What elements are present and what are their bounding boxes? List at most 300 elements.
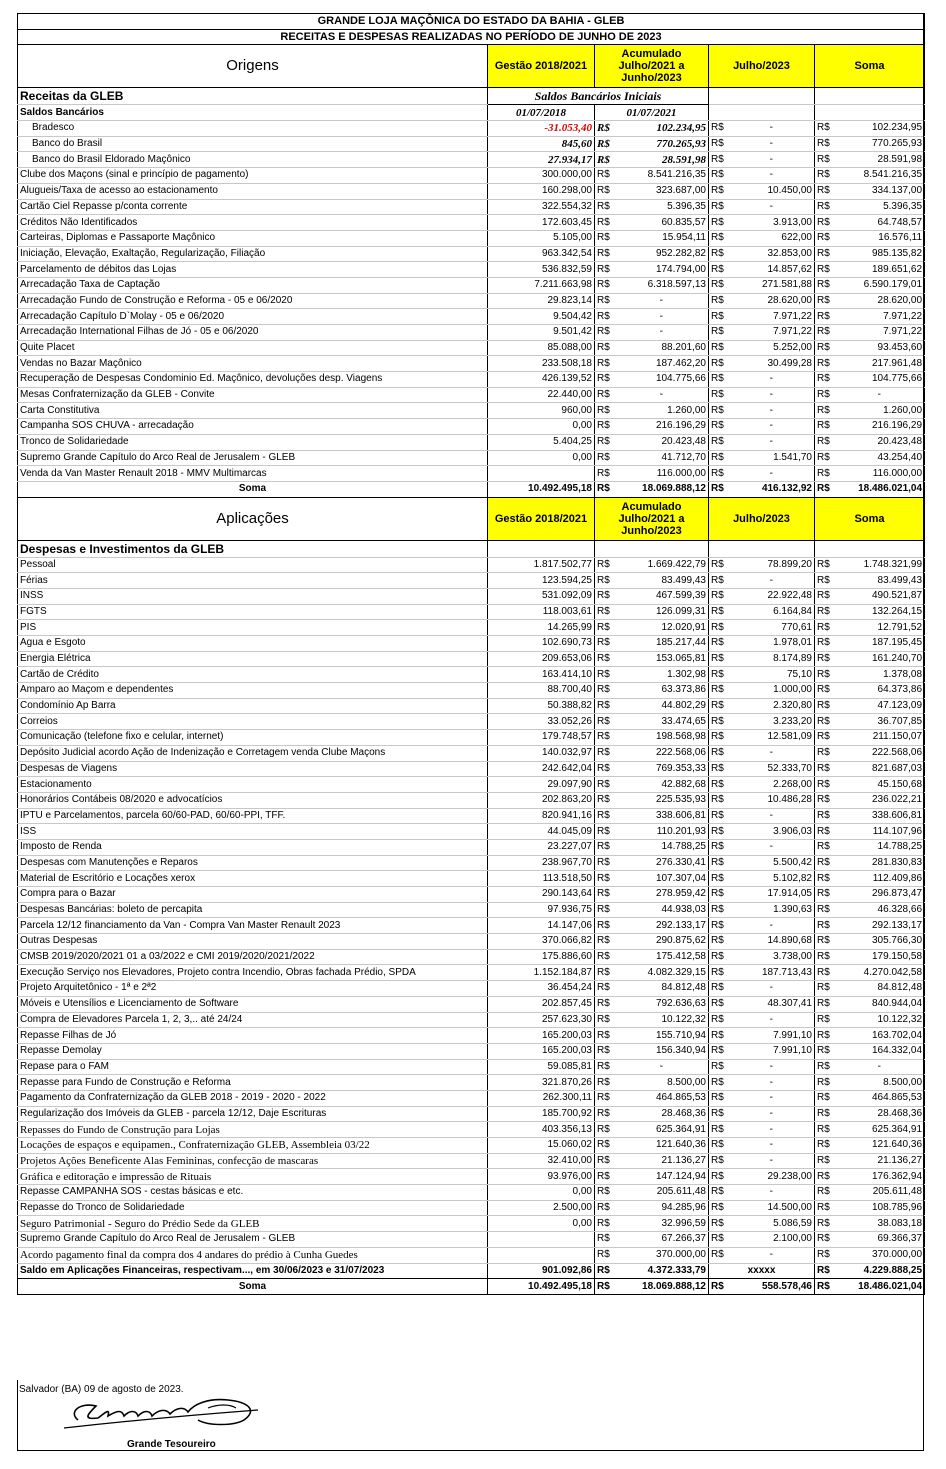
col-gestao-header: Gestão 2018/2021: [488, 497, 595, 540]
table-row: [18, 808, 925, 824]
value-cell: 262.300,11: [488, 1090, 595, 1106]
currency-symbol: R$: [709, 1106, 729, 1122]
value-cell: 0,00: [488, 419, 595, 435]
table-row: [18, 262, 925, 278]
currency-symbol: R$: [595, 965, 615, 981]
currency-symbol: R$: [815, 387, 835, 403]
place-date: Salvador (BA) 09 de agosto de 2023.: [19, 1384, 184, 1395]
value-cell: 1.378,08: [835, 667, 925, 683]
currency-symbol: R$: [709, 1232, 729, 1248]
currency-symbol: R$: [595, 667, 615, 683]
row-label: Repasse do Tronco de Solidariedade: [18, 1200, 488, 1216]
currency-symbol: R$: [709, 403, 729, 419]
value-cell: 140.032,97: [488, 745, 595, 761]
currency-symbol: R$: [815, 466, 835, 482]
value-cell: -: [729, 1153, 815, 1169]
currency-symbol: R$: [709, 1090, 729, 1106]
value-cell: [488, 1232, 595, 1248]
value-cell: 42.882,68: [615, 777, 709, 793]
value-cell: 59.085,81: [488, 1059, 595, 1075]
table-row: [18, 714, 925, 730]
row-label: Tronco de Solidariedade: [18, 434, 488, 450]
currency-symbol: R$: [815, 1279, 835, 1295]
value-cell: 6.318.597,13: [615, 277, 709, 293]
currency-symbol: R$: [815, 1106, 835, 1122]
currency-symbol: R$: [709, 667, 729, 683]
total-value: 558.578,46: [729, 1279, 815, 1295]
currency-symbol: R$: [595, 183, 615, 199]
currency-symbol: R$: [595, 745, 615, 761]
currency-symbol: R$: [595, 1106, 615, 1122]
currency-symbol: R$: [595, 604, 615, 620]
signature-image: [58, 1390, 308, 1434]
currency-symbol: R$: [815, 419, 835, 435]
currency-symbol: R$: [815, 325, 835, 341]
table-row: [18, 121, 925, 137]
value-cell: 28.591,98: [615, 152, 709, 168]
table-row: [18, 824, 925, 840]
value-cell: xxxxx: [709, 1263, 815, 1279]
currency-symbol: R$: [595, 356, 615, 372]
bank-name: Bradesco: [18, 121, 488, 137]
value-cell: -: [729, 1012, 815, 1028]
currency-symbol: R$: [815, 808, 835, 824]
value-cell: 164.332,04: [835, 1043, 925, 1059]
value-cell: -: [615, 293, 709, 309]
currency-symbol: R$: [815, 698, 835, 714]
row-label: Férias: [18, 573, 488, 589]
origens-header: Origens: [18, 45, 488, 88]
currency-symbol: R$: [815, 1059, 835, 1075]
currency-symbol: R$: [815, 1075, 835, 1091]
value-cell: 121.640,36: [615, 1138, 709, 1154]
table-row: [18, 199, 925, 215]
table-row: [18, 152, 925, 168]
col-soma-header: Soma: [815, 497, 925, 540]
currency-symbol: R$: [709, 136, 729, 152]
table-row: [18, 1247, 925, 1263]
currency-symbol: R$: [815, 199, 835, 215]
row-label: Cartão Ciel Repasse p/conta corrente: [18, 199, 488, 215]
currency-symbol: R$: [595, 934, 615, 950]
value-cell: 121.640,36: [835, 1138, 925, 1154]
value-cell: 64.748,57: [835, 215, 925, 231]
row-label: Supremo Grande Capítulo do Arco Real de Jerusalem - GLEB: [18, 1232, 488, 1248]
value-cell: 6.164,84: [729, 604, 815, 620]
value-cell: 222.568,06: [615, 745, 709, 761]
receitas-section-title: Receitas da GLEB: [18, 88, 488, 105]
value-cell: 2.268,00: [729, 777, 815, 793]
currency-symbol: R$: [815, 450, 835, 466]
value-cell: 464.865,53: [615, 1090, 709, 1106]
currency-symbol: R$: [815, 683, 835, 699]
value-cell: -: [729, 434, 815, 450]
currency-symbol: R$: [815, 604, 835, 620]
currency-symbol: R$: [709, 683, 729, 699]
currency-symbol: R$: [709, 1075, 729, 1091]
currency-symbol: R$: [595, 1090, 615, 1106]
currency-symbol: R$: [815, 887, 835, 903]
row-label: Repasse Filhas de Jó: [18, 1028, 488, 1044]
row-label: Acordo pagamento final da compra dos 4 andares do prédio à Cunha Guedes: [18, 1247, 488, 1263]
report-table: [17, 13, 925, 1295]
value-cell: 46.328,66: [835, 902, 925, 918]
currency-symbol: R$: [709, 325, 729, 341]
currency-symbol: R$: [709, 651, 729, 667]
currency-symbol: R$: [595, 136, 615, 152]
value-cell: 15.060,02: [488, 1138, 595, 1154]
table-row: [18, 309, 925, 325]
value-cell: 185.700,92: [488, 1106, 595, 1122]
currency-symbol: R$: [815, 230, 835, 246]
currency-symbol: R$: [595, 683, 615, 699]
currency-symbol: R$: [709, 698, 729, 714]
value-cell: 323.687,00: [615, 183, 709, 199]
currency-symbol: R$: [709, 1043, 729, 1059]
value-cell: 290.143,64: [488, 887, 595, 903]
currency-symbol: R$: [815, 573, 835, 589]
value-cell: -: [729, 403, 815, 419]
total-value: 18.069.888,12: [615, 1279, 709, 1295]
value-cell: 84.812,48: [835, 981, 925, 997]
value-cell: 3.738,00: [729, 949, 815, 965]
value-cell: 211.150,07: [835, 730, 925, 746]
table-row: [18, 1122, 925, 1138]
total-value: 18.486.021,04: [835, 1279, 925, 1295]
value-cell: -: [729, 1106, 815, 1122]
value-cell: 102.234,95: [835, 121, 925, 137]
table-row: [18, 450, 925, 466]
value-cell: 10.486,28: [729, 792, 815, 808]
currency-symbol: R$: [815, 1216, 835, 1232]
value-cell: 8.541.216,35: [615, 168, 709, 184]
table-row: [18, 871, 925, 887]
value-cell: 242.642,04: [488, 761, 595, 777]
table-row: [18, 1043, 925, 1059]
value-cell: 5.105,00: [488, 230, 595, 246]
value-cell: 338.606,81: [835, 808, 925, 824]
value-cell: 23.227,07: [488, 839, 595, 855]
value-cell: 370.066,82: [488, 934, 595, 950]
row-label: Regularização dos Imóveis da GLEB - parcela 12/12, Daje Escrituras: [18, 1106, 488, 1122]
value-cell: -: [835, 1059, 925, 1075]
value-cell: 217.961,48: [835, 356, 925, 372]
currency-symbol: R$: [595, 855, 615, 871]
value-cell: -: [729, 419, 815, 435]
row-label: ISS: [18, 824, 488, 840]
value-cell: 2.320,80: [729, 698, 815, 714]
currency-symbol: R$: [815, 309, 835, 325]
total-label: Soma: [18, 481, 488, 497]
aplicacoes-header: Aplicações: [18, 497, 488, 540]
table-row: [18, 168, 925, 184]
row-label: Despesas Bancárias: boleto de percapita: [18, 902, 488, 918]
currency-symbol: R$: [595, 450, 615, 466]
currency-symbol: R$: [595, 1028, 615, 1044]
value-cell: 0,00: [488, 450, 595, 466]
row-label: Repasse CAMPANHA SOS - cestas básicas e etc.: [18, 1185, 488, 1201]
value-cell: 1.260,00: [615, 403, 709, 419]
currency-symbol: R$: [595, 215, 615, 231]
currency-symbol: R$: [709, 434, 729, 450]
value-cell: 1.390,63: [729, 902, 815, 918]
value-cell: 901.092,86: [488, 1263, 595, 1279]
value-cell: 153.065,81: [615, 651, 709, 667]
value-cell: 9.504,42: [488, 309, 595, 325]
value-cell: 113.518,50: [488, 871, 595, 887]
currency-symbol: R$: [595, 419, 615, 435]
table-row: [18, 934, 925, 950]
value-cell: 276.330,41: [615, 855, 709, 871]
value-cell: 116.000,00: [615, 466, 709, 482]
currency-symbol: R$: [815, 996, 835, 1012]
value-cell: 6.590.179,01: [835, 277, 925, 293]
currency-symbol: R$: [595, 714, 615, 730]
row-label: Repase para o FAM: [18, 1059, 488, 1075]
row-label: Imposto de Renda: [18, 839, 488, 855]
table-row: [18, 651, 925, 667]
value-cell: 38.083,18: [835, 1216, 925, 1232]
value-cell: 622,00: [729, 230, 815, 246]
row-label: Campanha SOS CHUVA - arrecadação: [18, 419, 488, 435]
table-row: [18, 965, 925, 981]
currency-symbol: R$: [709, 1247, 729, 1263]
value-cell: 174.794,00: [615, 262, 709, 278]
currency-symbol: R$: [815, 246, 835, 262]
currency-symbol: R$: [709, 230, 729, 246]
currency-symbol: R$: [815, 965, 835, 981]
table-row: [18, 557, 925, 573]
currency-symbol: R$: [709, 215, 729, 231]
currency-symbol: R$: [815, 262, 835, 278]
value-cell: 14.788,25: [835, 839, 925, 855]
currency-symbol: R$: [595, 902, 615, 918]
currency-symbol: R$: [709, 152, 729, 168]
value-cell: 16.576,11: [835, 230, 925, 246]
currency-symbol: R$: [709, 309, 729, 325]
value-cell: -: [729, 1090, 815, 1106]
col-acumulado-header: Acumulado Julho/2021 a Junho/2023: [595, 497, 709, 540]
currency-symbol: R$: [709, 183, 729, 199]
value-cell: 322.554,32: [488, 199, 595, 215]
value-cell: 370.000,00: [835, 1247, 925, 1263]
row-label: FGTS: [18, 604, 488, 620]
currency-symbol: R$: [595, 651, 615, 667]
value-cell: 321.870,26: [488, 1075, 595, 1091]
value-cell: 94.285,96: [615, 1200, 709, 1216]
currency-symbol: R$: [815, 183, 835, 199]
value-cell: 14.857,62: [729, 262, 815, 278]
currency-symbol: R$: [709, 1153, 729, 1169]
value-cell: 305.766,30: [835, 934, 925, 950]
value-cell: 21.136,27: [615, 1153, 709, 1169]
row-label: Quite Placet: [18, 340, 488, 356]
value-cell: 292.133,17: [615, 918, 709, 934]
currency-symbol: R$: [815, 1232, 835, 1248]
value-cell: -: [729, 168, 815, 184]
value-cell: 257.623,30: [488, 1012, 595, 1028]
table-row: [18, 855, 925, 871]
value-cell: 338.606,81: [615, 808, 709, 824]
currency-symbol: R$: [709, 293, 729, 309]
value-cell: 216.196,29: [835, 419, 925, 435]
row-label: Comunicação (telefone fixo e celular, internet): [18, 730, 488, 746]
value-cell: 110.201,93: [615, 824, 709, 840]
value-cell: -: [729, 808, 815, 824]
currency-symbol: R$: [595, 1247, 615, 1263]
currency-symbol: R$: [815, 1263, 835, 1279]
currency-symbol: R$: [595, 1232, 615, 1248]
row-label: Pagamento da Confraternização da GLEB 2018 - 2019 - 2020 - 2022: [18, 1090, 488, 1106]
currency-symbol: R$: [709, 918, 729, 934]
value-cell: -: [729, 918, 815, 934]
table-row: [18, 698, 925, 714]
signer-title: Grande Tesoureiro: [127, 1439, 216, 1450]
table-row: [18, 981, 925, 997]
row-label: Seguro Patrimonial - Seguro do Prédio Sede da GLEB: [18, 1216, 488, 1232]
row-label: Condomínio Ap Barra: [18, 698, 488, 714]
value-cell: 108.785,96: [835, 1200, 925, 1216]
value-cell: 44.802,29: [615, 698, 709, 714]
table-row: [18, 730, 925, 746]
col-mes-header: Julho/2023: [709, 45, 815, 88]
value-cell: 165.200,03: [488, 1028, 595, 1044]
value-cell: 531.092,09: [488, 588, 595, 604]
value-cell: 88.201,60: [615, 340, 709, 356]
report-title: GRANDE LOJA MAÇÔNICA DO ESTADO DA BAHIA - GLEB: [18, 14, 925, 30]
value-cell: 490.521,87: [835, 588, 925, 604]
total-label: Soma: [18, 1279, 488, 1295]
currency-symbol: R$: [709, 481, 729, 497]
table-row: [18, 215, 925, 231]
currency-symbol: R$: [709, 168, 729, 184]
value-cell: 845,60: [488, 136, 595, 152]
value-cell: 769.353,33: [615, 761, 709, 777]
value-cell: 156.340,94: [615, 1043, 709, 1059]
value-cell: 33.474,65: [615, 714, 709, 730]
currency-symbol: R$: [595, 1122, 615, 1138]
table-row: [18, 792, 925, 808]
currency-symbol: R$: [595, 340, 615, 356]
table-row: [18, 620, 925, 636]
table-row: [18, 996, 925, 1012]
table-row: [18, 1059, 925, 1075]
currency-symbol: R$: [595, 309, 615, 325]
currency-symbol: R$: [595, 230, 615, 246]
value-cell: 770.265,93: [835, 136, 925, 152]
saldo-date-2021: 01/07/2021: [595, 105, 709, 121]
currency-symbol: R$: [709, 604, 729, 620]
value-cell: 292.133,17: [835, 918, 925, 934]
currency-symbol: R$: [815, 1090, 835, 1106]
currency-symbol: R$: [709, 557, 729, 573]
currency-symbol: R$: [815, 372, 835, 388]
value-cell: 22.440,00: [488, 387, 595, 403]
currency-symbol: R$: [709, 730, 729, 746]
value-cell: -: [729, 121, 815, 137]
value-cell: 14.500,00: [729, 1200, 815, 1216]
currency-symbol: R$: [595, 1169, 615, 1185]
currency-symbol: R$: [709, 949, 729, 965]
value-cell: 161.240,70: [835, 651, 925, 667]
currency-symbol: R$: [709, 620, 729, 636]
currency-symbol: R$: [595, 808, 615, 824]
currency-symbol: R$: [815, 636, 835, 652]
currency-symbol: R$: [595, 434, 615, 450]
total-value: 416.132,92: [729, 481, 815, 497]
col-mes-header: Julho/2023: [709, 497, 815, 540]
value-cell: 28.620,00: [729, 293, 815, 309]
value-cell: 93.453,60: [835, 340, 925, 356]
value-cell: 123.594,25: [488, 573, 595, 589]
currency-symbol: R$: [595, 1043, 615, 1059]
row-label: Agua e Esgoto: [18, 636, 488, 652]
row-label: Alugueis/Taxa de acesso ao estacionamento: [18, 183, 488, 199]
table-row: [18, 466, 925, 482]
value-cell: 7.991,10: [729, 1043, 815, 1059]
currency-symbol: R$: [815, 168, 835, 184]
currency-symbol: R$: [815, 871, 835, 887]
currency-symbol: R$: [595, 121, 615, 137]
row-label: Repasse para Fundo de Construção e Reforma: [18, 1075, 488, 1091]
value-cell: 160.298,00: [488, 183, 595, 199]
value-cell: 179.748,57: [488, 730, 595, 746]
value-cell: 1.260,00: [835, 403, 925, 419]
value-cell: 281.830,83: [835, 855, 925, 871]
value-cell: 5.396,35: [615, 199, 709, 215]
currency-symbol: R$: [815, 1169, 835, 1185]
currency-symbol: R$: [815, 902, 835, 918]
value-cell: 67.266,37: [615, 1232, 709, 1248]
currency-symbol: R$: [709, 1122, 729, 1138]
currency-symbol: R$: [815, 293, 835, 309]
currency-symbol: R$: [815, 839, 835, 855]
currency-symbol: R$: [595, 996, 615, 1012]
value-cell: 222.568,06: [835, 745, 925, 761]
value-cell: -: [615, 325, 709, 341]
currency-symbol: R$: [815, 620, 835, 636]
table-row: [18, 761, 925, 777]
table-row: [18, 340, 925, 356]
value-cell: 17.914,05: [729, 887, 815, 903]
currency-symbol: R$: [815, 1028, 835, 1044]
value-cell: 147.124,94: [615, 1169, 709, 1185]
value-cell: 179.150,58: [835, 949, 925, 965]
value-cell: 187.462,20: [615, 356, 709, 372]
table-row: [18, 356, 925, 372]
value-cell: 2.100,00: [729, 1232, 815, 1248]
value-cell: 52.333,70: [729, 761, 815, 777]
value-cell: 3.906,03: [729, 824, 815, 840]
value-cell: 69.366,37: [835, 1232, 925, 1248]
row-label: Mesas Confraternização da GLEB - Convite: [18, 387, 488, 403]
currency-symbol: R$: [595, 481, 615, 497]
total-row: [18, 481, 925, 497]
value-cell: 44.045,09: [488, 824, 595, 840]
value-cell: -: [729, 1247, 815, 1263]
value-cell: 625.364,91: [835, 1122, 925, 1138]
currency-symbol: R$: [709, 356, 729, 372]
table-row: [18, 372, 925, 388]
row-label: Honorários Contábeis 08/2020 e advocatícios: [18, 792, 488, 808]
row-label: Vendas no Bazar Maçônico: [18, 356, 488, 372]
value-cell: 8.500,00: [835, 1075, 925, 1091]
row-label: Outras Despesas: [18, 934, 488, 950]
table-row: [18, 230, 925, 246]
row-label: Compra para o Bazar: [18, 887, 488, 903]
currency-symbol: R$: [815, 667, 835, 683]
currency-symbol: R$: [595, 325, 615, 341]
